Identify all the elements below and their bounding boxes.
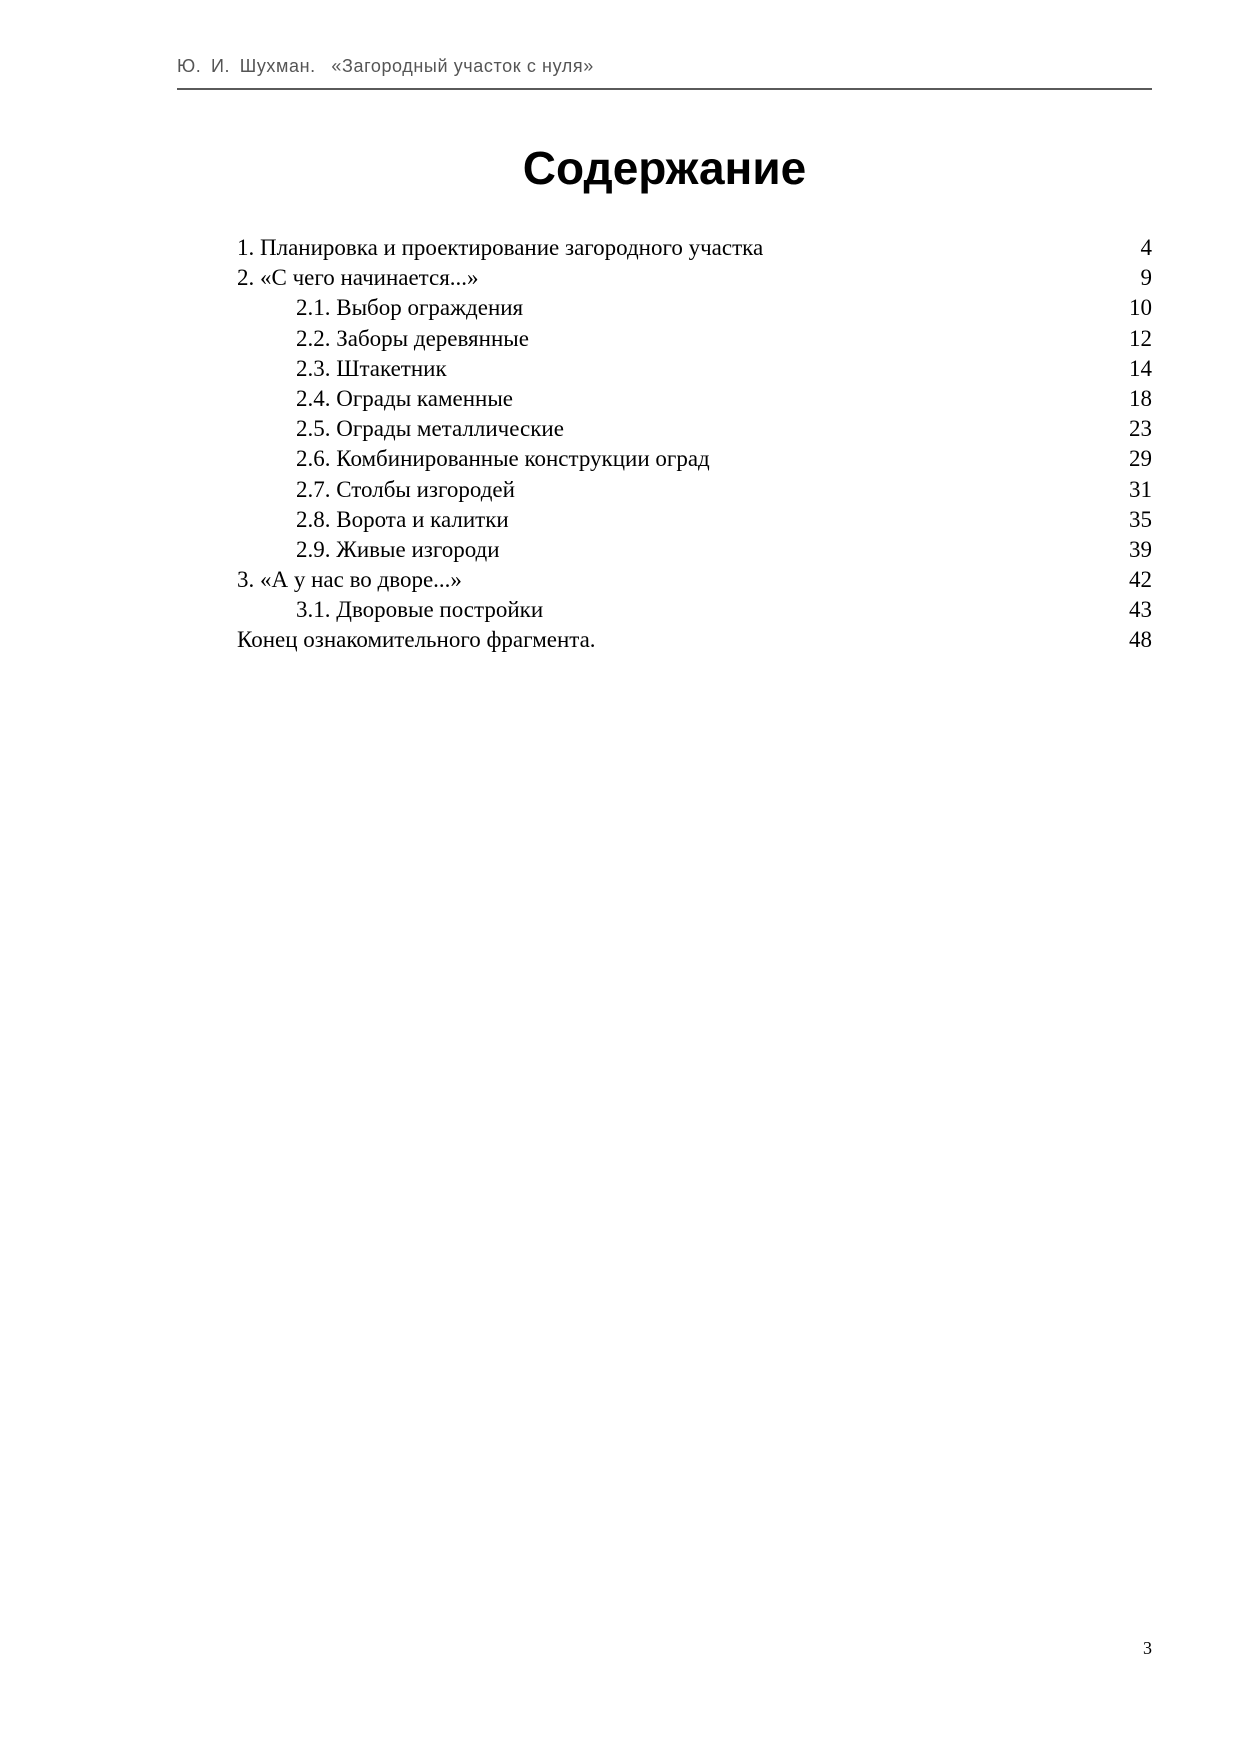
- toc-entry-page: 48: [1129, 627, 1152, 653]
- toc-entry-label: 2.1. Выбор ограждения: [296, 295, 524, 321]
- toc-entry-label: 2.6. Комбинированные конструкции оград: [296, 446, 710, 472]
- toc-entry-label: 3.1. Дворовые постройки: [296, 597, 544, 623]
- toc-entry-page: 23: [1129, 416, 1152, 442]
- toc-entry-label: 2.2. Заборы деревянные: [296, 325, 529, 351]
- toc-entry-label: 2.8. Ворота и калитки: [296, 506, 509, 532]
- toc-entry-label: 2.7. Столбы изгородей: [296, 476, 515, 502]
- toc-entry-page: 18: [1129, 385, 1152, 411]
- toc-entry-label: Конец ознакомительного фрагмента.: [237, 627, 596, 653]
- toc-entry-page: 35: [1129, 506, 1152, 532]
- header-author: Ю. И. Шухман.: [177, 56, 316, 76]
- toc-entry-page: 43: [1129, 597, 1152, 623]
- toc-entry-page: 42: [1129, 567, 1152, 593]
- toc-entry[interactable]: [237, 233, 1152, 263]
- toc-entry[interactable]: [237, 444, 1152, 474]
- toc-entry-page: 39: [1129, 536, 1152, 562]
- toc-entry-page: 9: [1140, 265, 1152, 291]
- running-header: [177, 56, 594, 77]
- toc-entry-label: 2.5. Ограды металлические: [296, 416, 564, 442]
- toc-entry-label: 2. «С чего начинается...»: [237, 265, 479, 291]
- toc-entry[interactable]: [237, 324, 1152, 354]
- page-title: Содержание: [522, 142, 807, 194]
- toc-entry-page: 31: [1129, 476, 1152, 502]
- toc-entry-label: 3. «А у нас во дворе...»: [237, 567, 462, 593]
- toc-entry[interactable]: [237, 293, 1152, 323]
- toc-entry-label: 2.9. Живые изгороди: [296, 536, 500, 562]
- toc-entry[interactable]: [237, 384, 1152, 414]
- header-divider: [177, 88, 1152, 90]
- toc-entry[interactable]: [237, 414, 1152, 444]
- toc-entry-page: 4: [1140, 235, 1152, 260]
- toc-entry[interactable]: [237, 475, 1152, 505]
- toc-entry-page: 12: [1129, 325, 1152, 351]
- toc-entry[interactable]: [237, 535, 1152, 565]
- toc-entry[interactable]: [237, 263, 1152, 293]
- toc-entry-page: 14: [1129, 355, 1152, 381]
- page-number: 3: [1143, 1638, 1152, 1658]
- toc-entry[interactable]: [237, 565, 1152, 595]
- header-book-title: «Загородный участок с нуля»: [331, 56, 594, 76]
- toc-entry-page: 10: [1129, 295, 1152, 321]
- toc-entry[interactable]: [237, 625, 1152, 655]
- table-of-contents: [237, 233, 1152, 656]
- toc-entry[interactable]: [237, 595, 1152, 625]
- toc-entry[interactable]: [237, 505, 1152, 535]
- toc-entry-page: 29: [1129, 446, 1152, 472]
- toc-entry-label: 2.3. Штакетник: [296, 355, 447, 381]
- toc-entry[interactable]: [237, 354, 1152, 384]
- toc-entry-label: 2.4. Ограды каменные: [296, 385, 513, 411]
- toc-entry-label: 1. Планировка и проектирование загородного участка: [237, 235, 764, 260]
